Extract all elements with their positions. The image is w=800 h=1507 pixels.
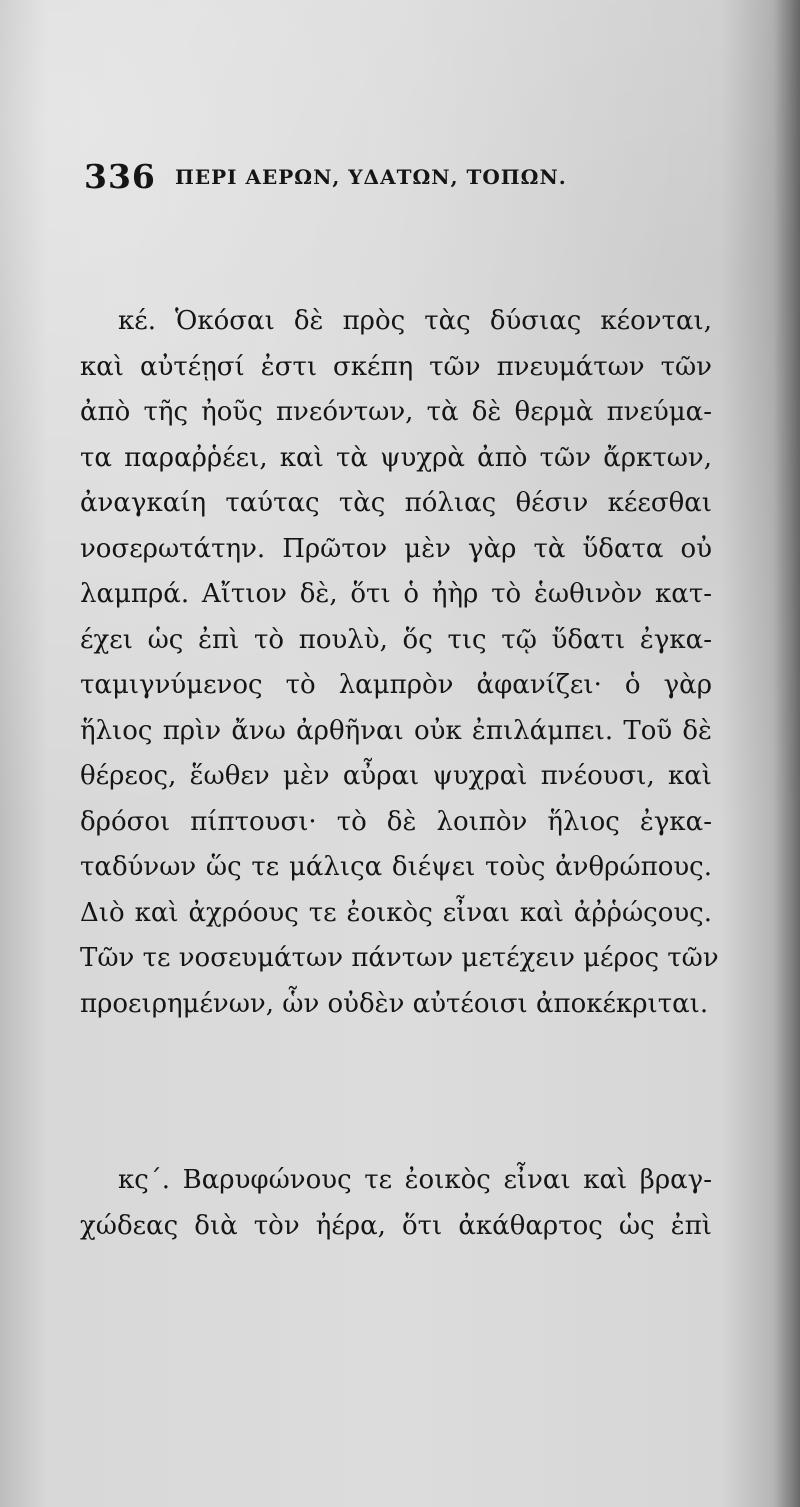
text-line: ταδύνων ὥς τε μάλιςα διέψει τοὺς ἀνθρώπους. bbox=[80, 852, 712, 882]
text-line: νοσερωτάτην. Πρῶτον μὲν γὰρ τὰ ὕδατα οὐ bbox=[80, 533, 712, 564]
page-number: 336 bbox=[84, 157, 156, 196]
text-line: καὶ αὐτέῃσί ἐστι σκέπη τῶν πνευμάτων τῶν bbox=[80, 351, 712, 382]
text-line: Τῶν τε νοσευμάτων πάντων μετέχειν μέρος τῶν bbox=[80, 943, 719, 973]
text-line: Διὸ καὶ ἀχρόους τε ἐοικὸς εἶναι καὶ ἀῤῥώςους. bbox=[80, 897, 712, 928]
text-line: κς΄. Βαρυφώνους τε ἐοικὸς εἶναι καὶ βραγ- bbox=[118, 1165, 712, 1195]
text-line: χώδεας διὰ τὸν ἠέρα, ὅτι ἀκάθαρτος ὡς ἐπὶ bbox=[80, 1210, 712, 1241]
text-line: θέρεος, ἕωθεν μὲν αὖραι ψυχραὶ πνέουσι, καὶ bbox=[80, 761, 712, 791]
text-line: ἥλιος πρὶν ἄνω ἀρθῆναι οὐκ ἐπιλάμπει. Τοῦ δὲ bbox=[80, 715, 712, 746]
text-line: λαμπρά. Αἴτιον δὲ, ὅτι ὁ ἠὴρ τὸ ἑωθινὸν κατ- bbox=[80, 579, 712, 609]
text-line: κέ. Ὁκόσαι δὲ πρὸς τὰς δύσιας κέονται, bbox=[118, 306, 712, 336]
text-line: τα παραῤῥέει, καὶ τὰ ψυχρὰ ἀπὸ τῶν ἄρκτων, bbox=[80, 442, 712, 473]
text-line: προειρημένων, ὧν οὐδὲν αὐτέοισι ἀποκέκριται. bbox=[80, 988, 709, 1019]
page-edge-shadow bbox=[774, 0, 800, 1507]
page-header bbox=[84, 157, 724, 201]
text-line: δρόσοι πίπτουσι· τὸ δὲ λοιπὸν ἥλιος ἐγκα- bbox=[80, 806, 712, 837]
text-line: ἀναγκαίη ταύτας τὰς πόλιας θέσιν κέεσθαι bbox=[80, 488, 712, 518]
running-head: ΠΕΡΙ ΑΕΡΩΝ, ΥΔΑΤΩΝ, ΤΟΠΩΝ. bbox=[174, 164, 567, 189]
text-line: ἀπὸ τῆς ἠοῦς πνεόντων, τὰ δὲ θερμὰ πνεύμα- bbox=[80, 397, 712, 427]
paragraph-26 bbox=[80, 1158, 712, 1249]
paragraph-25 bbox=[80, 299, 719, 1027]
text-line: ταμιγνύμενος τὸ λαμπρὸν ἀφανίζει· ὁ γὰρ bbox=[80, 670, 712, 700]
text-line: έχει ὡς ἐπὶ τὸ πουλὺ, ὅς τις τῷ ὕδατι ἐγκα- bbox=[80, 624, 712, 655]
